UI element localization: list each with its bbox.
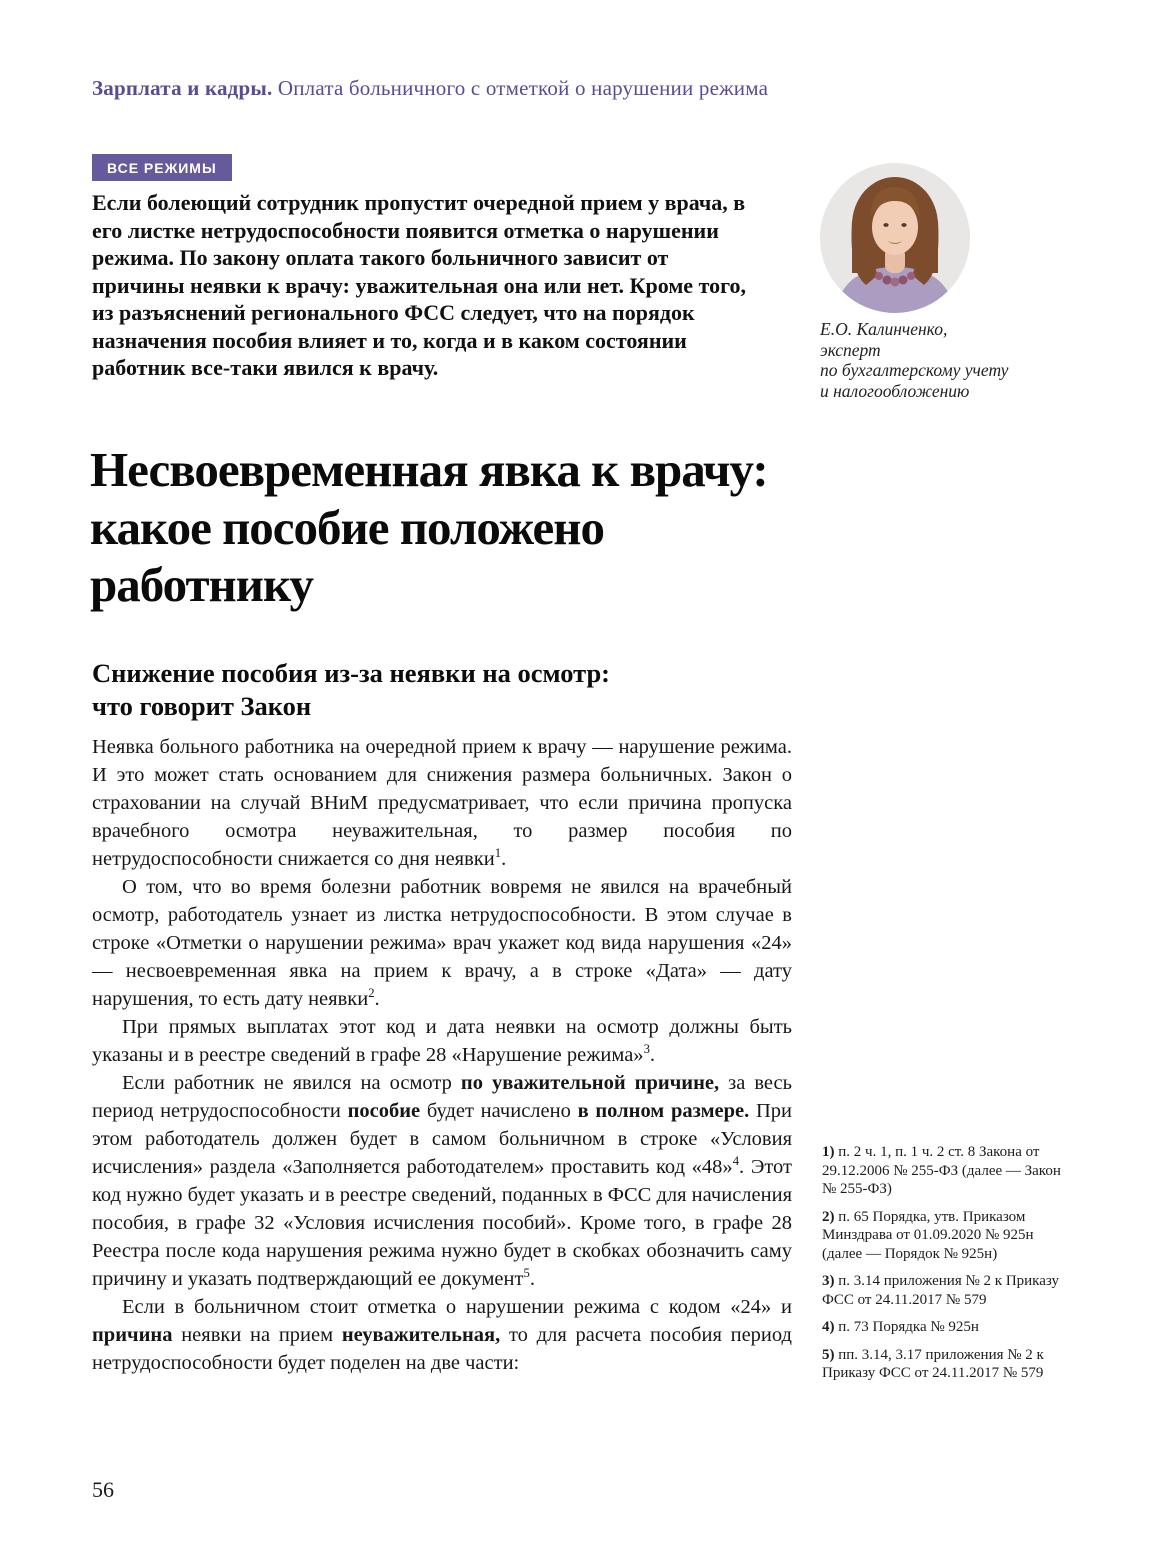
intro-abstract: Если болеющий сотрудник пропустит очередной прием у врача, в его листке нетрудоспособности появится отметка о нарушении режима. По закону оплата такого больничного зависит от причины неявки к врачу: уважительная она или нет. Кроме того, из разъяснений регионального ФСС следует, что на порядок назначения пособия влияет и то, когда и в каком состоянии работник все-таки явился к врачу.	[92, 190, 747, 380]
footnote-item	[822, 1143, 1064, 1199]
author-caption	[820, 319, 1070, 401]
footnote-marker: 4)	[822, 1319, 835, 1335]
footnotes-sidebar	[822, 1143, 1064, 1392]
footnote-item	[822, 1272, 1064, 1309]
author-role-line: по бухгалтерскому учету	[820, 360, 1009, 380]
title-line: какое пособие положено	[90, 499, 605, 555]
footnote-text: п. 2 ч. 1, п. 1 ч. 2 ст. 8 Закона от 29.12.2006 № 255-ФЗ (далее — Закон № 255-ФЗ)	[822, 1144, 1061, 1197]
footnote-text: п. 73 Порядка № 925н	[834, 1319, 979, 1335]
body-paragraph: При прямых выплатах этот код и дата неявки на осмотр должны быть указаны и в реестре сведений в графе 28 «Нарушение режима»$^3$.	[92, 1016, 792, 1066]
footnote-item	[822, 1346, 1064, 1383]
rubric-label: Зарплата и кадры.	[92, 76, 273, 100]
page-kicker	[92, 76, 768, 101]
article-body	[92, 733, 792, 1377]
body-paragraph: Если в больничном стоит отметка о нарушении режима с кодом «24» и причина неявки на прием неуважительная, то для расчета пособия период нетрудоспособности будет поделен на две части:	[92, 1296, 792, 1374]
all-regimes-badge: ВСЕ РЕЖИМЫ	[92, 154, 232, 181]
author-name: Е.О. Калинченко,	[820, 319, 948, 339]
body-paragraph: О том, что во время болезни работник вовремя не явился на врачебный осмотр, работодатель узнает из листка нетрудоспособности. В этом случае в строке «Отметки о нарушении режима» врач укажет код вида нарушения «24» — несвоевременная явка на прием к врачу, а в строке «Дата» — дату нарушения, то есть дату неявки$^2$.	[92, 876, 792, 1010]
footnote-marker: 2)	[822, 1208, 835, 1225]
title-line: Несвоевременная явка к врачу:	[90, 442, 768, 497]
article-title	[90, 441, 768, 614]
author-role-line: эксперт	[820, 339, 881, 360]
portrait-illustration	[820, 163, 970, 313]
author-block	[820, 163, 1070, 401]
section-heading-line: Снижение пособия из-за неявки на осмотр:	[92, 658, 611, 688]
body-paragraph: Неявка больного работника на очередной прием к врачу — нарушение режима. И это может стать основанием для снижения размера больничных. Закон о страховании на случай ВНиМ предусматривает, что если причина пропуска врачебного осмотра неуважительная, то размер пособия по нетрудоспособности снижается со дня неявки$^1$.	[92, 736, 792, 870]
section-heading-line: что говорит Закон	[92, 691, 312, 721]
title-line: работнику	[90, 557, 314, 612]
footnote-marker: 1)	[822, 1144, 835, 1160]
article-topic-label: Оплата больничного с отметкой о нарушении режима	[272, 76, 769, 100]
footnote-item	[822, 1208, 1064, 1264]
footnote-text: п. 65 Порядка, утв. Приказом Минздрава от 01.09.2020 № 925н (далее — Порядок № 925н)	[822, 1208, 1034, 1262]
footnote-text: п. 3.14 приложения № 2 к Приказу ФСС от 24.11.2017 № 579	[822, 1273, 1060, 1308]
author-role-line: и налогообложению	[820, 380, 970, 401]
section-heading	[92, 657, 610, 723]
footnote-text: пп. 3.14, 3.17 приложения № 2 к Приказу ФСС от 24.11.2017 № 579	[822, 1346, 1044, 1381]
author-photo	[820, 163, 970, 313]
body-paragraph: Если работник не явился на осмотр по уважительной причине, за весь период нетрудоспособности пособие будет начислено в полном размере. При этом работодатель должен будет в самом больничном в строке «Условия исчисления» раздела «Заполняется работодателем» проставить код «48»$^4$. Этот код нужно будет указать и в реестре сведений, поданных в ФСС для начисления пособия, в графе 32 «Условия исчисления пособий». Кроме того, в графе 28 Реестра после кода нарушения режима нужно будет в скобках обозначить саму причину и указать подтверждающий ее документ$^5$.	[92, 1072, 792, 1290]
footnote-marker: 3)	[822, 1273, 835, 1289]
footnote-item	[822, 1318, 1064, 1337]
footnote-marker: 5)	[822, 1346, 835, 1363]
page-number: 56	[92, 1477, 114, 1502]
